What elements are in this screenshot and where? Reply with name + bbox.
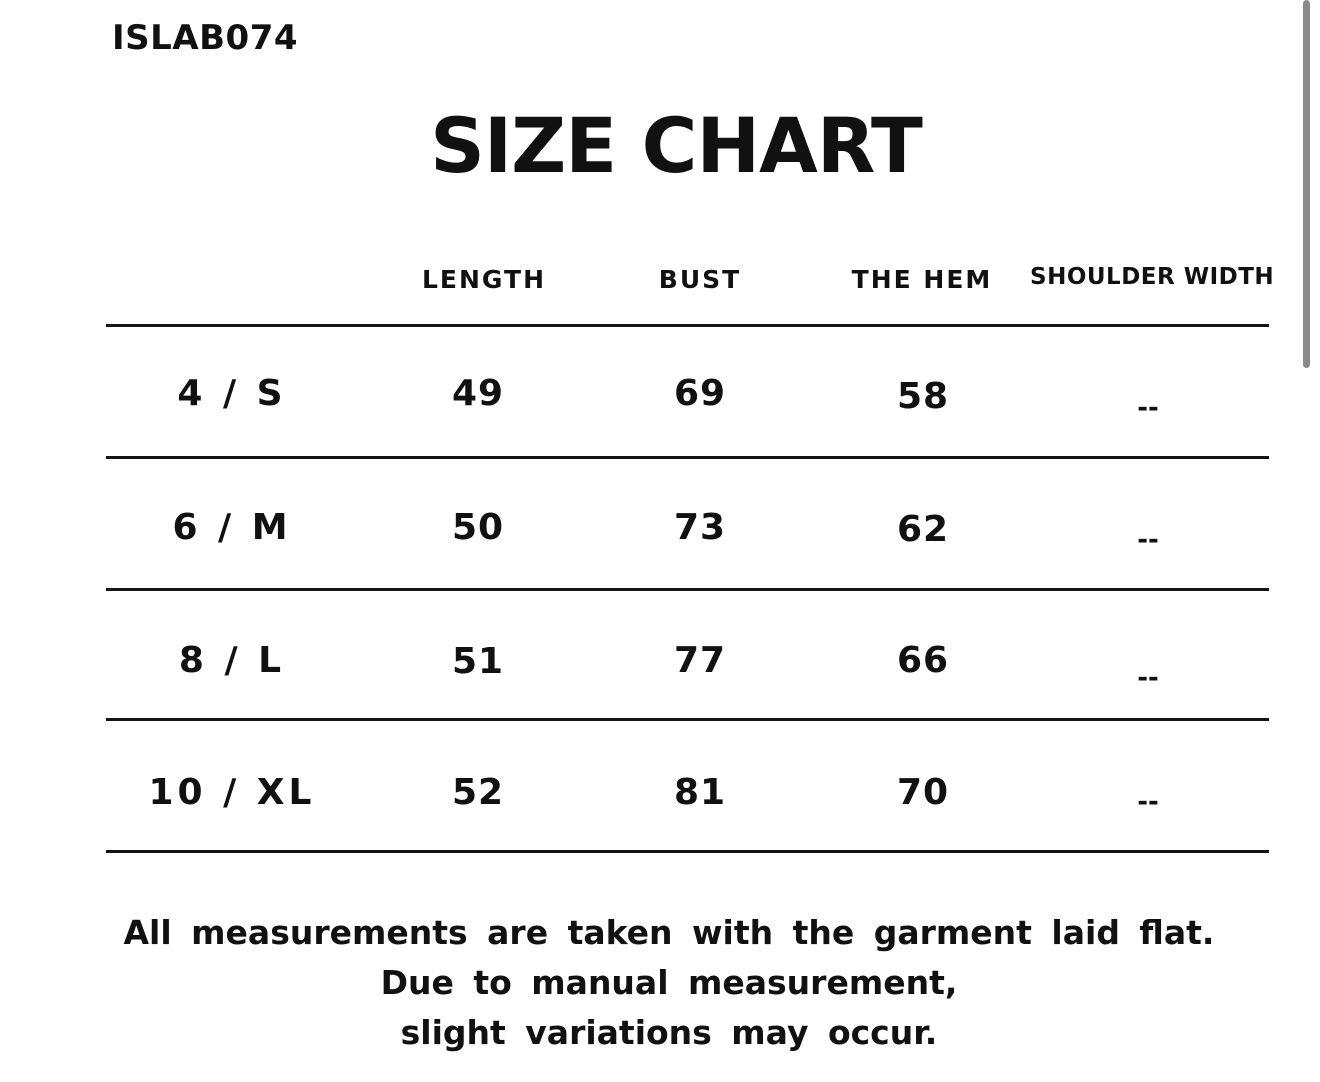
shoulder-width-value: --	[1137, 787, 1159, 817]
vertical-scrollbar[interactable]	[1303, 0, 1310, 368]
hem-value: 62	[896, 509, 950, 550]
page-title: SIZE CHART	[430, 101, 922, 190]
measurement-note	[0, 908, 1320, 1058]
size-label: 8 / L	[178, 640, 286, 681]
bust-value: 73	[673, 507, 727, 548]
size-label: 4 / S	[177, 373, 287, 414]
size-label: 10 / XL	[148, 772, 316, 813]
column-header-bust: BUST	[658, 265, 742, 294]
bust-value: 77	[673, 640, 727, 681]
column-header-shoulder-width: SHOULDER WIDTH	[1030, 264, 1275, 290]
bust-value: 69	[673, 373, 727, 414]
note-line: Due to manual measurement,	[380, 963, 958, 1002]
hem-value: 66	[896, 640, 950, 681]
length-value: 50	[451, 507, 505, 548]
length-value: 51	[451, 641, 505, 682]
table-divider	[106, 850, 1269, 853]
column-header-hem: THE HEM	[851, 265, 993, 294]
note-line: All measurements are taken with the garment laid flat.	[123, 913, 1215, 952]
size-label: 6 / M	[172, 507, 292, 548]
table-divider	[106, 588, 1269, 591]
bust-value: 81	[673, 772, 727, 813]
hem-value: 58	[896, 376, 950, 417]
table-divider	[106, 718, 1269, 721]
shoulder-width-value: --	[1137, 525, 1159, 555]
shoulder-width-value: --	[1137, 393, 1159, 423]
note-line: slight variations may occur.	[400, 1013, 938, 1052]
table-divider	[106, 324, 1269, 327]
table-divider	[106, 456, 1269, 459]
product-code: ISLAB074	[112, 18, 299, 58]
column-header-length: LENGTH	[422, 265, 546, 294]
hem-value: 70	[896, 772, 950, 813]
length-value: 52	[451, 772, 505, 813]
length-value: 49	[451, 373, 505, 414]
shoulder-width-value: --	[1137, 663, 1159, 693]
